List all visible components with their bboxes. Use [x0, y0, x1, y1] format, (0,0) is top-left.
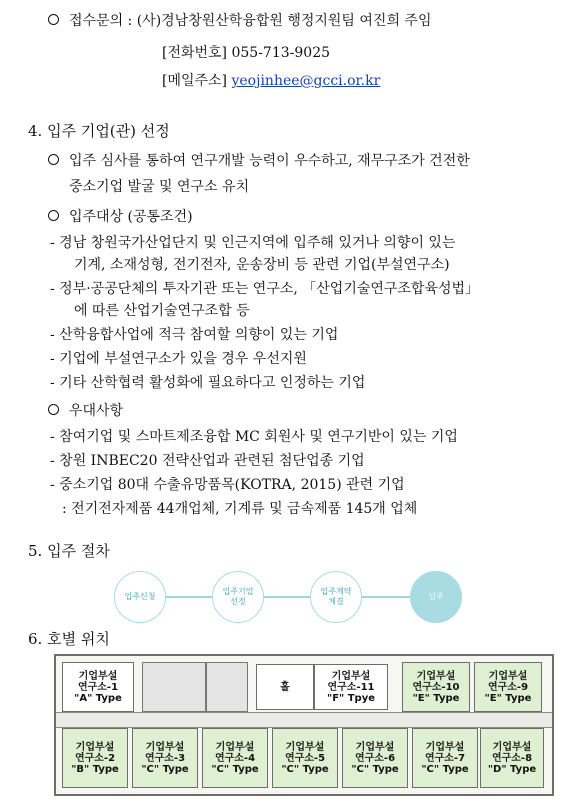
room-11: 기업부설 연구소-11 "F" Tpye [314, 664, 388, 710]
email-link[interactable]: yeojinhee@gcci.or.kr [231, 73, 381, 89]
step-move-in: 입주 [410, 571, 462, 623]
room-2: 기업부설 연구소-2 "B" Type [62, 728, 128, 788]
section-5-title: 5. 입주 절차 [28, 542, 110, 560]
target-line: - 기타 산학협력 활성화에 필요하다고 인정하는 기업 [50, 375, 366, 391]
target-line: - 산학융합사업에 적극 참여할 의향이 있는 기업 [50, 327, 339, 343]
target-line: 기계, 소재성형, 전기전자, 운송장비 등 관련 기업(부설연구소) [74, 257, 450, 273]
item-text: 입주 심사를 통하여 연구개발 능력이 우수하고, 재무구조가 건전한 [69, 153, 470, 169]
pref-title: 우대사항 [69, 403, 124, 419]
contact-email-line [162, 70, 380, 90]
section-4-title: 4. 입주 기업(관) 선정 [28, 122, 170, 140]
pref-line: - 창원 INBEC20 전략산업과 관련된 첨단업종 기업 [50, 453, 365, 469]
contact-label: 접수문의 : (사)경남창원산학융합원 행정지원팀 여진희 주임 [69, 13, 432, 29]
process-flow [108, 568, 480, 624]
stair-core [142, 662, 206, 712]
section-6-title: 6. 호별 위치 [28, 630, 110, 648]
room-9: 기업부설 연구소-9 "E" Type [474, 662, 542, 712]
circle-bullet-icon [48, 404, 59, 415]
step-contract: 입주계약 체결 [310, 571, 362, 623]
corridor [56, 712, 552, 728]
room-10: 기업부설 연구소-10 "E" Type [402, 662, 470, 712]
step-selection: 입주기업 선정 [212, 571, 264, 623]
pref-line: : 전기전자제품 44개업체, 기계류 및 금속제품 145개 업체 [62, 501, 418, 517]
circle-bullet-icon [48, 154, 59, 165]
contact-line [48, 10, 431, 30]
hall: 홀 [256, 664, 314, 710]
target-line: - 기업에 부설연구소가 있을 경우 우선지원 [50, 351, 307, 367]
section-4-item-1 [48, 150, 470, 170]
room-3: 기업부설 연구소-3 "C" Type [132, 728, 198, 788]
elevator-core [206, 662, 248, 712]
step-apply: 입주신청 [114, 571, 166, 623]
room-6: 기업부설 연구소-6 "C" Type [342, 728, 408, 788]
target-line: - 경남 창원국가산업단지 및 인근지역에 입주해 있거나 의향이 있는 [50, 235, 456, 251]
circle-bullet-icon [48, 14, 59, 25]
floor-plan [54, 654, 554, 796]
room-5: 기업부설 연구소-5 "C" Type [272, 728, 338, 788]
room-7: 기업부설 연구소-7 "C" Type [412, 728, 478, 788]
email-label: [메일주소] [162, 73, 232, 89]
pref-line: - 참여기업 및 스마트제조융합 MC 회원사 및 연구기반이 있는 기업 [50, 429, 458, 445]
room-8: 기업부설 연구소-8 "D" Type [480, 728, 544, 788]
target-title: 입주대상 (공통조건) [69, 209, 193, 225]
target-heading [48, 206, 193, 226]
section-4-item-1-cont: 중소기업 발굴 및 연구소 유치 [69, 179, 250, 195]
room-1: 기업부설 연구소-1 "A" Type [62, 662, 134, 712]
pref-line: - 중소기업 80대 수출유망품목(KOTRA, 2015) 관련 기업 [50, 477, 405, 493]
room-4: 기업부설 연구소-4 "C" Type [202, 728, 268, 788]
target-line: - 정부·공공단체의 투자기관 또는 연구소, 「산업기술연구조합육성법」 [50, 281, 480, 297]
circle-bullet-icon [48, 210, 59, 221]
contact-phone: [전화번호] 055-713-9025 [162, 45, 331, 61]
target-line: 에 따른 산업기술연구조합 등 [74, 303, 250, 319]
pref-heading [48, 400, 123, 420]
